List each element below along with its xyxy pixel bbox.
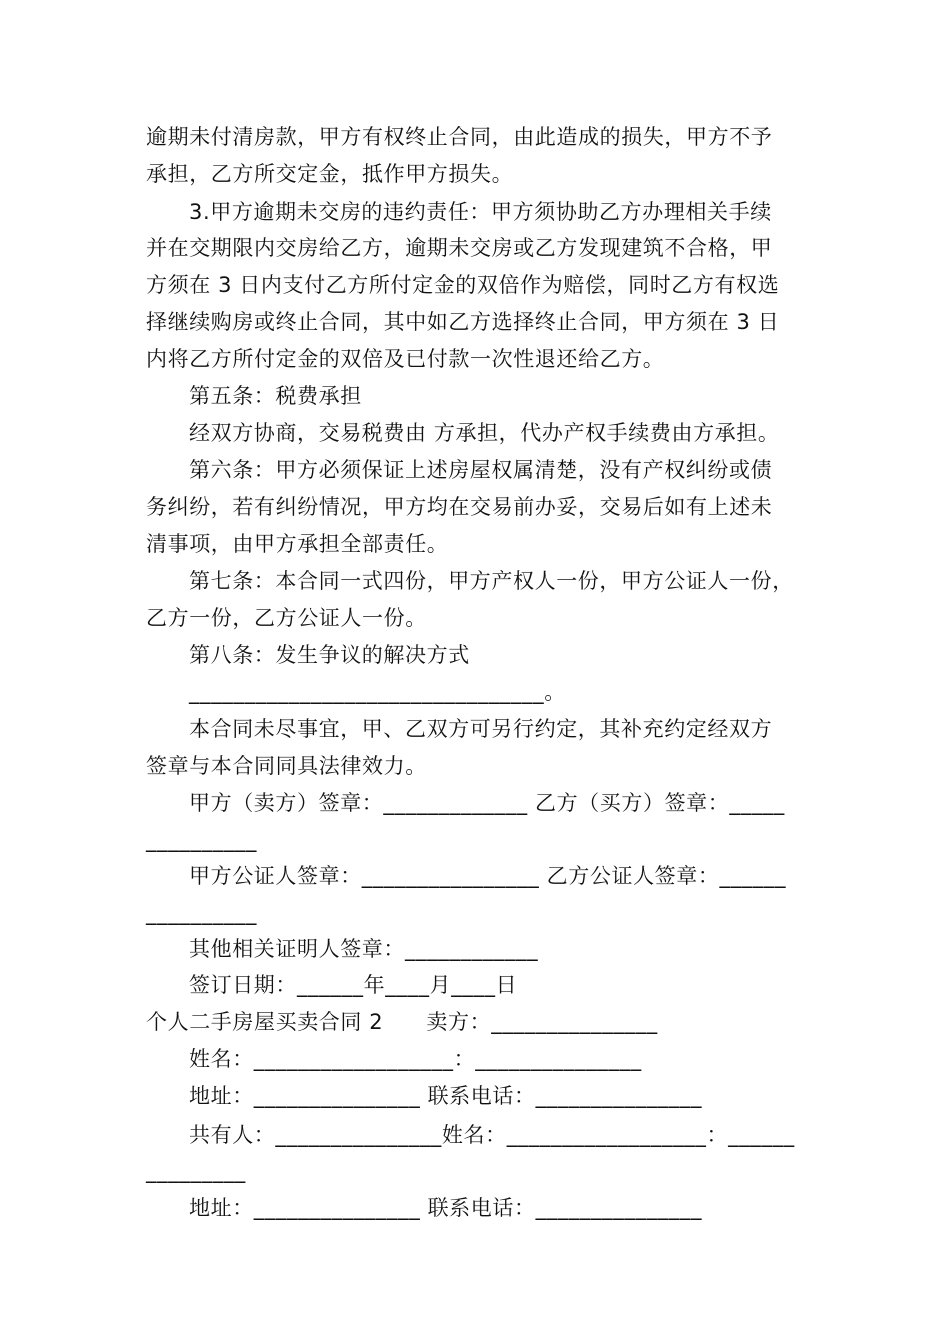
signature-line: __________ xyxy=(146,828,257,852)
paragraph-line: 签章与本合同同具法律效力。 xyxy=(146,754,427,778)
date-line: 签订日期：______年____月____日 xyxy=(189,973,518,997)
section-heading: 第五条：税费承担 xyxy=(189,384,362,408)
paragraph-line: 3.甲方逾期未交房的违约责任：甲方须协助乙方办理相关手续 xyxy=(189,200,772,224)
paragraph-line: 承担，乙方所交定金，抵作甲方损失。 xyxy=(146,162,514,186)
signature-line: __________ xyxy=(146,901,257,925)
paragraph-line: 经双方协商，交易税费由 方承担，代办产权手续费由方承担。 xyxy=(189,421,780,445)
contract-title-line: 个人二手房屋买卖合同 2 卖方：_______________ xyxy=(146,1010,658,1034)
field-line: 地址：_______________ 联系电话：_______________ xyxy=(189,1084,703,1108)
paragraph-line: 内将乙方所付定金的双倍及已付款一次性退还给乙方。 xyxy=(146,347,665,371)
signature-line: 甲方公证人签章：________________ 乙方公证人签章：______ xyxy=(189,864,787,888)
paragraph-line: 务纠纷，若有纠纷情况，甲方均在交易前办妥，交易后如有上述未 xyxy=(146,495,773,519)
paragraph-line: 逾期未付清房款，甲方有权终止合同，由此造成的损失，甲方不予 xyxy=(146,125,773,149)
blank-line: ________________________________。 xyxy=(189,680,566,704)
signature-line: 其他相关证明人签章：____________ xyxy=(189,937,539,961)
paragraph-line: 第七条：本合同一式四份，甲方产权人一份，甲方公证人一份， xyxy=(189,569,794,593)
field-line: _________ xyxy=(146,1159,246,1183)
paragraph-line: 第六条：甲方必须保证上述房屋权属清楚，没有产权纠纷或债 xyxy=(189,458,773,482)
field-line: 共有人：_______________姓名：__________________：______ xyxy=(189,1123,795,1147)
paragraph-line: 乙方一份，乙方公证人一份。 xyxy=(146,606,427,630)
paragraph-line: 本合同未尽事宜，甲、乙双方可另行约定，其补充约定经双方 xyxy=(189,717,773,741)
paragraph-line: 择继续购房或终止合同，其中如乙方选择终止合同，甲方须在 3 日 xyxy=(146,310,780,334)
field-line: 姓名：__________________：_______________ xyxy=(189,1047,642,1071)
signature-line: 甲方（卖方）签章：_____________ 乙方（买方）签章：_____ xyxy=(189,791,785,815)
paragraph-line: 清事项，由甲方承担全部责任。 xyxy=(146,532,449,556)
section-heading: 第八条：发生争议的解决方式 xyxy=(189,643,470,667)
paragraph-line: 并在交期限内交房给乙方，逾期未交房或乙方发现建筑不合格，甲 xyxy=(146,236,773,260)
paragraph-line: 方须在 3 日内支付乙方所付定金的双倍作为赔偿，同时乙方有权选 xyxy=(146,273,780,297)
field-line: 地址：_______________ 联系电话：_______________ xyxy=(189,1196,703,1220)
